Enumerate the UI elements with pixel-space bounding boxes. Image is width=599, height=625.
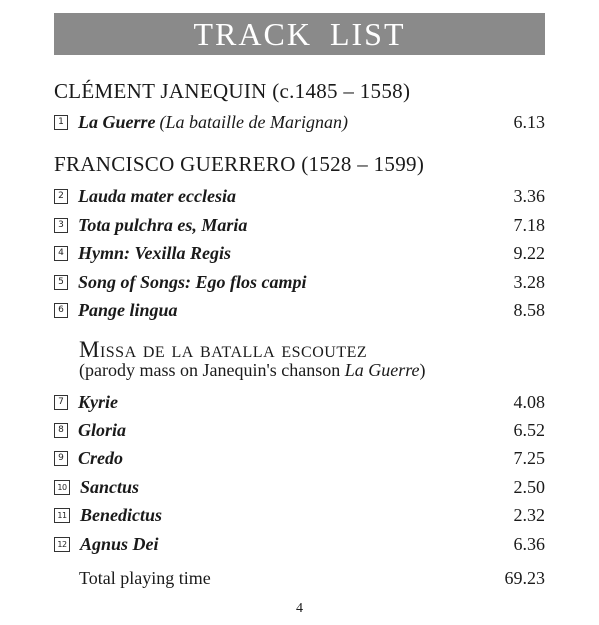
total-value: 69.23 (504, 567, 545, 588)
track-title: Pange lingua (78, 299, 178, 320)
mass-sub-title: La Guerre (344, 360, 420, 380)
mass-heading: Missa de la batalla escoutez (79, 337, 368, 362)
track-row (54, 418, 545, 442)
track-title: Sanctus (80, 476, 140, 497)
composer-heading-guerrero: FRANCISCO GUERRERO (1528 – 1599) (54, 152, 425, 176)
track-row (54, 503, 545, 527)
mass-sub-suffix: ) (419, 360, 426, 380)
track-number: 8 (54, 423, 68, 438)
track-title: Song of Songs: Ego flos campi (78, 271, 307, 292)
track-number: 11 (54, 508, 70, 523)
track-number: 3 (54, 218, 68, 233)
track-row (54, 241, 545, 265)
mass-sub-prefix: (parody mass on Janequin's chanson (79, 360, 345, 380)
track-duration: 3.36 (513, 185, 545, 206)
track-title: Kyrie (78, 391, 118, 412)
track-duration: 4.08 (513, 391, 545, 412)
track-number: 1 (54, 115, 68, 130)
composer-heading-janequin: CLÉMENT JANEQUIN (c.1485 – 1558) (54, 79, 411, 103)
track-row (54, 298, 545, 322)
mass-subheading (79, 360, 426, 381)
track-number: 2 (54, 189, 68, 204)
track-number: 6 (54, 303, 68, 318)
track-row (54, 184, 545, 208)
track-title: Gloria (78, 419, 127, 440)
total-playing-time (79, 566, 545, 590)
track-duration: 2.50 (513, 476, 545, 497)
track-title: Hymn: Vexilla Regis (78, 242, 231, 263)
track-duration: 2.32 (513, 504, 545, 525)
track-number: 7 (54, 395, 68, 410)
page-title: TRACK LIST (193, 15, 406, 52)
track-number: 9 (54, 451, 68, 466)
track-duration: 3.28 (513, 271, 545, 292)
track-number: 4 (54, 246, 68, 261)
track-duration: 7.25 (513, 447, 545, 468)
track-title: Credo (78, 447, 123, 468)
track-duration: 6.52 (513, 419, 545, 440)
track-title: La Guerre (78, 111, 156, 132)
track-row (54, 532, 545, 556)
track-duration: 6.13 (513, 111, 545, 132)
track-row (54, 390, 545, 414)
track-number: 10 (54, 480, 70, 495)
track-duration: 6.36 (513, 533, 545, 554)
total-label: Total playing time (79, 567, 211, 588)
track-title: Benedictus (80, 504, 163, 525)
track-duration: 8.58 (513, 299, 545, 320)
track-title: Tota pulchra es, Maria (78, 214, 248, 235)
track-number: 12 (54, 537, 70, 552)
track-duration: 9.22 (513, 242, 545, 263)
track-row (54, 446, 545, 470)
track-row (54, 270, 545, 294)
track-number: 5 (54, 275, 68, 290)
track-title: Lauda mater ecclesia (78, 185, 236, 206)
track-row (54, 110, 545, 134)
track-duration: 7.18 (513, 214, 545, 235)
track-row (54, 213, 545, 237)
track-row (54, 475, 545, 499)
track-list-banner (54, 13, 545, 55)
track-subtitle: (La bataille de Marignan) (159, 111, 348, 132)
track-title: Agnus Dei (80, 533, 159, 554)
page-number: 4 (296, 601, 303, 616)
